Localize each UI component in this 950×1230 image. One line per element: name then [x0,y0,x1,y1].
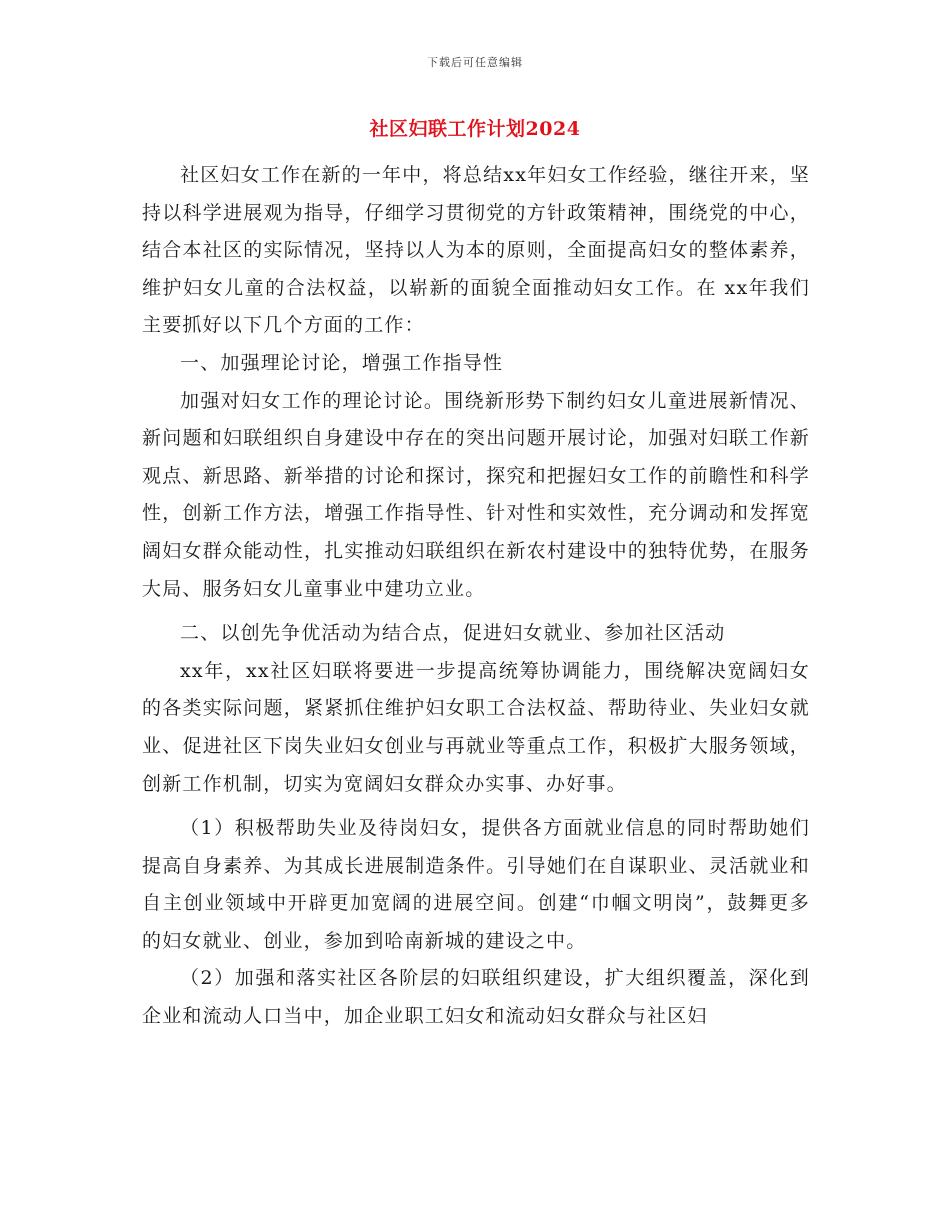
document-body [142,157,810,1036]
section-heading-1: 一、加强理论讨论，增强工作指导性 [180,351,504,374]
item-1-paragraph: （1）积极帮助失业及待岗妇女，提供各方面就业信息的同时帮助她们提高自身素养、为其成长进展制造条件。引导她们在自谋职业、灵活就业和自主创业领域中开辟更加宽阔的进展空间。创建“巾帼文明岗”，鼓舞更多的妇女就业、创业，参加到哈南新城的建设之中。 [142,817,810,952]
section-1-paragraph: 加强对妇女工作的理论讨论。围绕新形势下制约妇女儿童进展新情况、新问题和妇联组织自身建设中存在的突出问题开展讨论，加强对妇联工作新观点、新思路、新举措的讨论和探讨，探究和把握妇女工作的前瞻性和科学性，创新工作方法，增强工作指导性、针对性和实效性，充分调动和发挥宽阔妇女群众能动性，扎实推动妇联组织在新农村建设中的独特优势，在服务大局、服务妇女儿童事业中建功立业。 [142,389,810,600]
page-header-note: 下载后可任意编辑 [427,56,523,69]
section-heading-2: 二、以创先争优活动为结合点，促进妇女就业、参加社区活动 [180,622,726,645]
item-2-paragraph: （2）加强和落实社区各阶层的妇联组织建设，扩大组织覆盖，深化到企业和流动人口当中，加企业职工妇女和流动妇女群众与社区妇 [142,967,810,1028]
document-title: 社区妇联工作计划2024 [369,118,581,140]
intro-paragraph: 社区妇女工作在新的一年中，将总结xx年妇女工作经验，继往开来，坚持以科学进展观为指导，仔细学习贯彻党的方针政策精神，围绕党的中心，结合本社区的实际情况，坚持以人为本的原则，全面提高妇女的整体素养，维护妇女儿童的合法权益，以崭新的面貌全面推动妇女工作。在 xx年我们主要抓好以下几个方面的工作： [142,164,810,337]
section-2-paragraph: xx年，xx社区妇联将要进一步提高统筹协调能力，围绕解决宽阔妇女的各类实际问题，紧紧抓住维护妇女职工合法权益、帮助待业、失业妇女就业、促进社区下岗失业妇女创业与再就业等重点工作，积极扩大服务领域，创新工作机制，切实为宽阔妇女群众办实事、办好事。 [142,659,810,795]
